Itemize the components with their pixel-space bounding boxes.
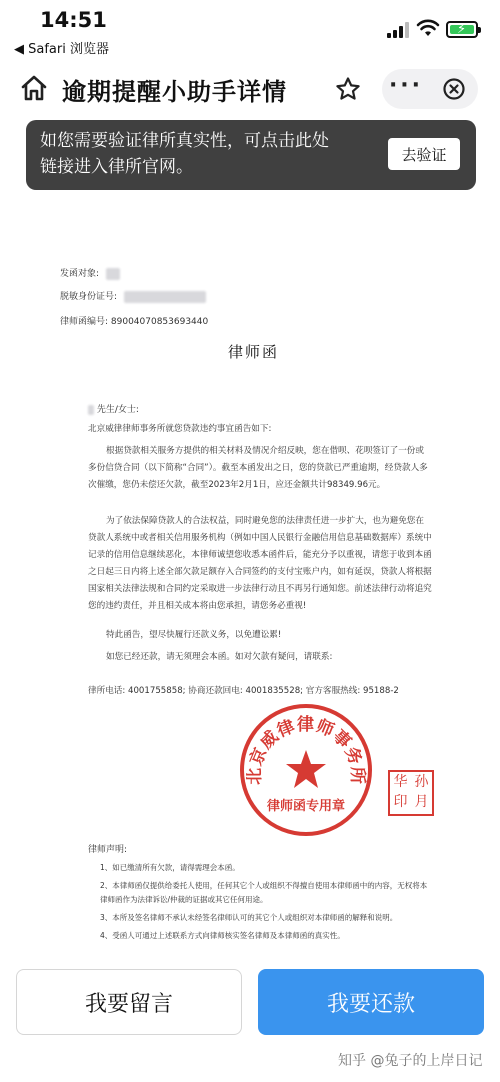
- lawyer-signature-stamp: 华 孙 印 月: [388, 770, 434, 816]
- status-time: 14:51: [40, 8, 107, 32]
- letter-number: 律师函编号: 8900407085369344​0: [60, 317, 209, 327]
- notice-4: 4、受函人可通过上述联系方式向律师核实签名律师及本律师函的真实性。: [100, 931, 345, 940]
- back-to-safari-link[interactable]: ◀ Safari 浏览器: [14, 42, 109, 57]
- verification-banner: [26, 120, 476, 190]
- battery-charging-icon: ⚡: [446, 21, 478, 38]
- verify-button[interactable]: 去验证: [388, 138, 460, 170]
- star-icon: [335, 76, 361, 102]
- title-bar: [0, 62, 500, 116]
- recipient-label: 发函对象:: [60, 269, 100, 279]
- seal-arc-text: 北京威律律师事务所: [244, 715, 368, 785]
- law-firm-seal-icon: [238, 702, 374, 838]
- status-bar: [0, 0, 500, 60]
- repay-button[interactable]: 我要还款: [258, 969, 484, 1035]
- redacted-name: [106, 268, 120, 280]
- paragraph-2: 为了依法保障贷款人的合法权益，同时避免您的法律责任进一步扩大，也为避免您在贷款人系统中或者相关信用服务机构（例如中国人民银行金融信用信息基础数据库）系统中记录的信用信息继续恶化，本律师诚望您收悉本函件后，能充分予以重视，请您于收到本函之日起三日内将上述全部欠款足额存入合同签约的支付宝账户内，如有延误，贷款人将根据国家相关法律法规和合同约定采取进一步法律行动且不再另行通知您。前述法律行动将追究您的违约责任，并且相关成本将由您承担，请您务必重视!: [88, 516, 432, 611]
- notice-3: 3、本所及签名律师不承认未经签名律师认可的其它个人或组织对本律师函的解释和说明。: [100, 913, 398, 922]
- id-number-label: 脱敏身份证号:: [60, 292, 118, 302]
- contact-numbers: 律所电话: 4001755858; 协商还款回电: 4001835528; 官方客服热线: 95188-2: [88, 686, 399, 696]
- favorite-button[interactable]: [326, 69, 370, 109]
- close-icon: [442, 77, 466, 101]
- banner-text: 如您需要验证律所真实性，可点击此处链接进入律所官网。: [40, 131, 329, 177]
- paragraph-1: 根据贷款相关服务方提供的相关材料及情况介绍反映，您在借呗、花呗签订了一份或多份信贷合同（以下简称“合同”）。截至本函发出之日，您的贷款已严重逾期，经贷款人多次催缴，您仍未偿还欠款，截至2023年2月1日，应还金额共计98349.96元。: [88, 446, 428, 490]
- intro-text: 北京威律律师事务所就您贷款违约事宜函告如下:: [88, 424, 272, 434]
- cellular-signal-icon: [387, 22, 409, 38]
- salutation: 先生/女士:: [96, 405, 139, 415]
- paragraph-4: 如您已经还款，请无须理会本函。如对欠款有疑问，请联系:: [106, 652, 333, 662]
- notice-2: 2、本律师函仅提供给委托人使用，任何其它个人或组织不得擅自使用本律师函中的内容，无权将本律师函作为法律诉讼/仲裁的证据或其它任何用途。: [100, 881, 428, 904]
- wifi-icon: [416, 18, 440, 38]
- close-button[interactable]: [430, 69, 478, 109]
- more-icon: ···: [388, 72, 424, 98]
- notice-title: 律师声明:: [88, 845, 128, 855]
- document-title: 律师函: [228, 343, 280, 361]
- home-icon[interactable]: [20, 74, 48, 102]
- redacted-recipient: [88, 405, 94, 415]
- more-button[interactable]: [382, 69, 430, 109]
- paragraph-3: 特此函告，望尽快履行还款义务，以免遭讼累!: [106, 630, 282, 640]
- notice-1: 1、如已缴清所有欠款，请得需理会本函。: [100, 863, 240, 872]
- seal-bottom-text: 律师函专用章: [266, 799, 346, 814]
- redacted-id-number: [124, 291, 206, 303]
- lawyer-letter-document: [60, 255, 460, 945]
- leave-message-button[interactable]: 我要留言: [16, 969, 242, 1035]
- page-title: 逾期提醒小助手详情: [62, 78, 287, 106]
- zhihu-watermark: 知乎 @兔子的上岸日记: [338, 1053, 483, 1069]
